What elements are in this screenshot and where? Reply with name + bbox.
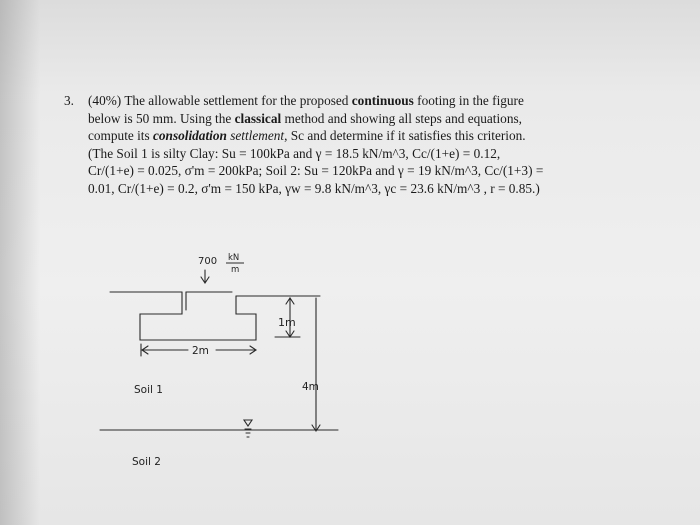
text-run: (The Soil 1 is silty Clay: Su = 100kPa and γ = 18.5 kN/m^3, Cc/(1+e) = 0.12, bbox=[88, 145, 501, 161]
emphasis-settlement: settlement bbox=[226, 128, 285, 144]
text-run: , Sc and determine if it satisfies this criterion. bbox=[284, 128, 526, 144]
text-run: Cr/(1+e) = 0.025, σ'm = 200kPa; Soil 2: Su = 120kPa and γ = 19 kN/m^3, Cc/(1+3) = bbox=[88, 163, 544, 179]
emphasis-classical: classical bbox=[234, 110, 282, 126]
water-depth-label: 4m bbox=[302, 381, 319, 393]
depth-label: 1m bbox=[278, 316, 296, 329]
load-value-label: 700 bbox=[198, 256, 218, 267]
water-table-icon bbox=[244, 420, 252, 426]
load-unit-bottom: m bbox=[231, 265, 240, 275]
text-run: compute its bbox=[88, 128, 153, 144]
problem-number: 3. bbox=[64, 93, 74, 108]
text-run: (40%) The allowable settlement for the proposed bbox=[88, 93, 352, 108]
text-run: 0.01, Cr/(1+e) = 0.2, σ'm = 150 kPa, γw = 9.8 kN/m^3, γc = 23.6 kN/m^3 , r = 0.85.) bbox=[88, 180, 540, 196]
soil-2-label: Soil 2 bbox=[132, 456, 161, 468]
emphasis-continuous: continuous bbox=[351, 93, 414, 108]
load-unit-top: kN bbox=[228, 253, 240, 263]
emphasis-consolidation: consolidation bbox=[153, 128, 227, 144]
footing-outline bbox=[140, 292, 256, 340]
soil-1-label: Soil 1 bbox=[134, 384, 163, 396]
text-run: method and showing all steps and equations, bbox=[281, 110, 522, 126]
text-run: below is 50 mm. Using the bbox=[88, 110, 235, 126]
text-run: footing in the figure bbox=[413, 93, 524, 108]
width-label: 2m bbox=[192, 345, 209, 357]
